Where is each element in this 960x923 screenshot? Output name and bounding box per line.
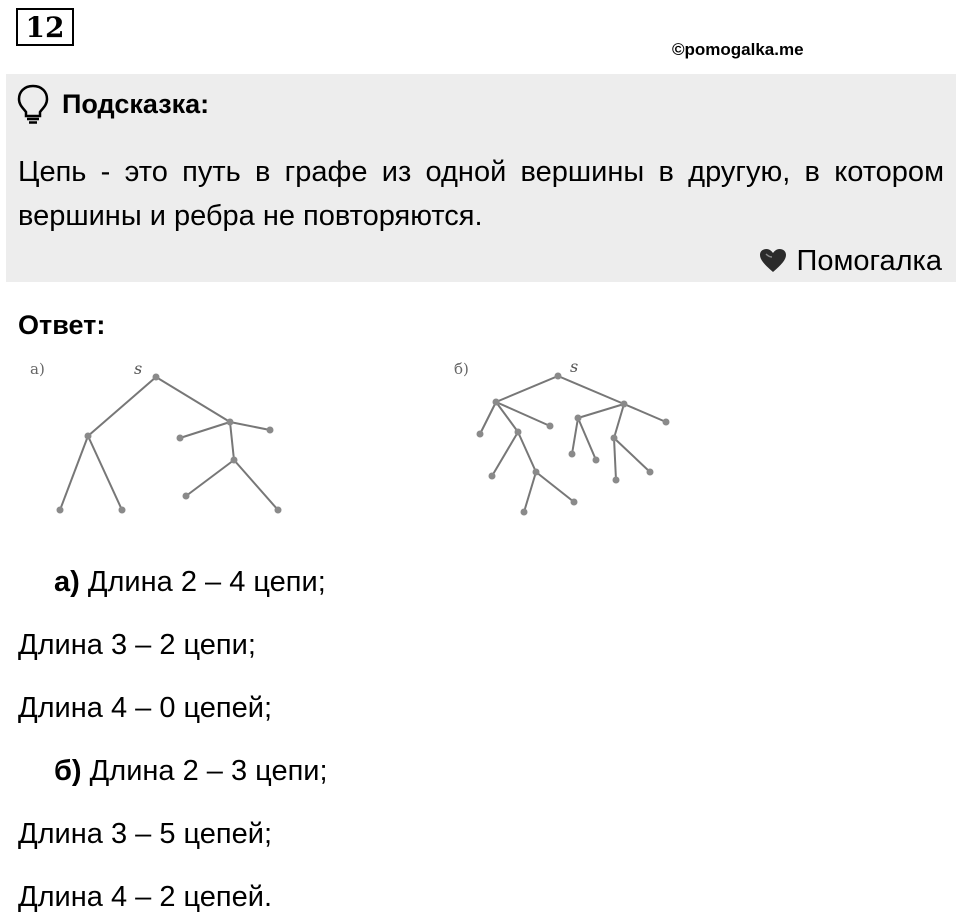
hint-text: Цепь - это путь в графе из одной вершины в другую, в котором вершины и ребра не повторяются.: [18, 156, 944, 232]
answer-text: Длина 2 – 3 цепи;: [89, 755, 328, 787]
answer-text: Длина 3 – 5 цепей;: [18, 818, 273, 850]
graph-a-root-label: s: [134, 359, 143, 378]
brand-signature: [759, 240, 942, 282]
answer-line-b2: [18, 814, 272, 854]
graph-b-label: б): [454, 360, 469, 378]
answer-text: Длина 4 – 2 цепей.: [18, 881, 273, 913]
heart-icon: [759, 248, 787, 274]
answer-line-b3: [18, 877, 272, 917]
lightbulb-icon: [16, 84, 50, 124]
answer-text: Длина 3 – 2 цепи;: [18, 629, 256, 661]
graph-a-label: а): [30, 360, 45, 378]
answer-line-a1: [54, 562, 326, 602]
graph-b-root-label: s: [570, 357, 579, 376]
answer-title: Ответ:: [18, 310, 106, 340]
answer-text: Длина 4 – 0 цепей;: [18, 692, 273, 724]
answer-line-b1: [54, 751, 328, 791]
answer-text: Длина 2 – 4 цепи;: [87, 566, 326, 598]
watermark: ©pomogalka.me: [672, 40, 804, 59]
answer-line-a3: [18, 688, 272, 728]
brand-label: Помогалка: [796, 244, 942, 277]
graph-figure: [18, 350, 698, 540]
task-number: 12: [16, 8, 74, 46]
hint-title: Подсказка:: [62, 88, 210, 119]
answer-prefix-b: б): [54, 755, 82, 787]
hint-header: [16, 84, 209, 124]
answer-prefix-a: а): [54, 566, 80, 598]
answer-line-a2: [18, 625, 256, 665]
